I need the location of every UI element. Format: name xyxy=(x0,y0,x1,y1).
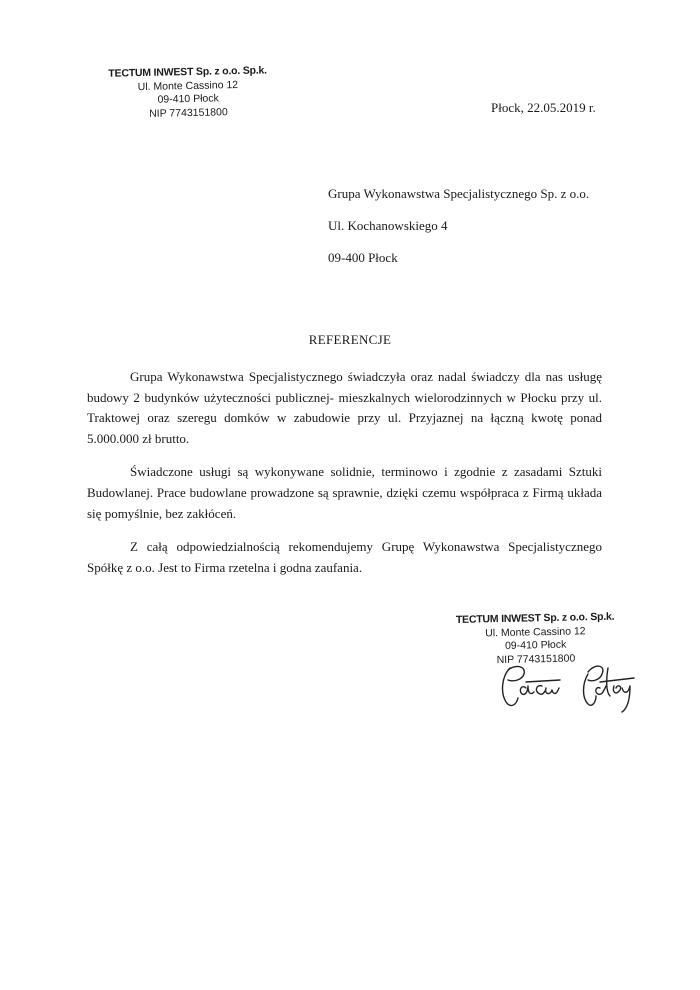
recipient-city: 09-400 Płock xyxy=(328,250,398,265)
body-paragraph: Świadczone usługi są wykonywane solidnie, terminowo i zgodnie z zasadami Sztuki Budowlanej. Prace budowlane prowadzone są sprawnie, dzięki czemu współpraca z Firmą układa się pomyślnie, bez zakłóceń. xyxy=(87,464,602,521)
body-paragraph: Z całą odpowiedzialnością rekomendujemy Grupę Wykonawstwa Specjalistycznego Spółkę z o.o. Jest to Firma rzetelna i godna zaufania. xyxy=(87,539,602,575)
sender-city: 09-410 Płock xyxy=(157,92,219,106)
recipient-street: Ul. Kochanowskiego 4 xyxy=(328,218,448,233)
closing-company: TECTUM INWEST Sp. z o.o. Sp.k. xyxy=(455,610,615,626)
body-paragraph: Grupa Wykonawstwa Specjalistycznego świadczyła oraz nadal świadczy dla nas usługę budowy 2 budynków użyteczności publicznej- mieszkalnych wielorodzinnych w Płocku przy ul. Traktowej oraz szeregu domków w zabudowie przy ul. Przyjaznej na łączną kwotę ponad 5.000.000 zł brutto. xyxy=(87,369,602,446)
sender-stamp xyxy=(95,64,281,122)
letter-body xyxy=(87,367,602,591)
sender-street: Ul. Monte Cassino 12 xyxy=(137,78,239,93)
closing-city: 09-410 Płock xyxy=(504,638,567,652)
sender-nip: NIP 7743151800 xyxy=(149,105,228,120)
sender-company: TECTUM INWEST Sp. z o.o. Sp.k. xyxy=(108,64,267,80)
letter-title: REFERENCJE xyxy=(308,332,392,347)
letter-date: Płock, 22.05.2019 r. xyxy=(491,100,596,115)
recipient-name: Grupa Wykonawstwa Specjalistycznego Sp. z o.o. xyxy=(328,186,590,201)
recipient-address xyxy=(328,186,589,282)
closing-nip: NIP 7743151800 xyxy=(496,651,576,666)
closing-street: Ul. Monte Cassino 12 xyxy=(485,624,586,639)
handwritten-signature xyxy=(496,658,646,718)
